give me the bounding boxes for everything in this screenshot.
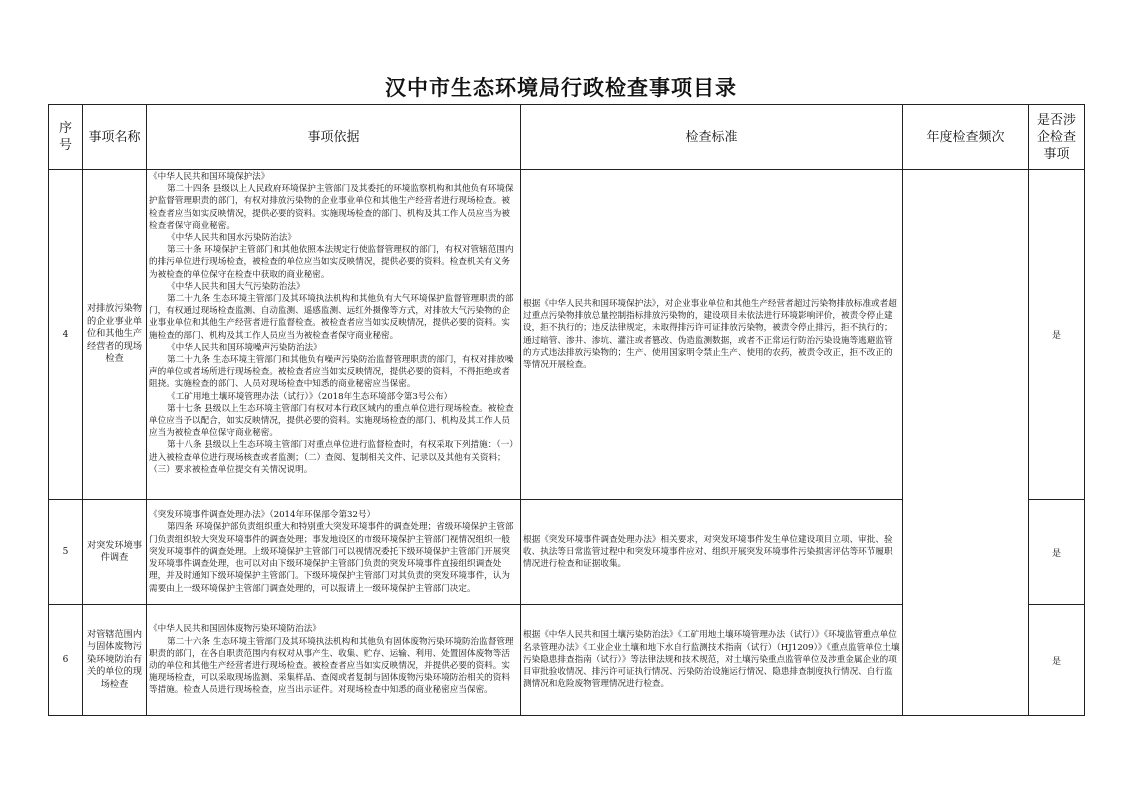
annual-frequency-cell	[903, 170, 1029, 716]
header-name: 事项名称	[83, 105, 147, 170]
enterprise-related-flag: 是	[1029, 500, 1085, 605]
legal-basis-paragraph: 《中华人民共和国环境噪声污染防治法》	[167, 342, 322, 353]
legal-basis-paragraph: 《中华人民共和国大气污染防治法》	[167, 281, 305, 292]
legal-basis-paragraph: 《中华人民共和国固体废物污染环境防治法》	[149, 624, 321, 635]
row-number: 6	[49, 605, 83, 716]
legal-basis-paragraph: 《突发环境事件调查处理办法》（2014年环保部令第32号）	[149, 510, 376, 521]
legal-basis-paragraph: 第二十四条 县级以上人民政府环境保护主管部门及其委托的环境监察机构和其他负有环境保护监督管理职责的部门，有权对排放污染物的企业事业单位和其他生产经营者进行现场检查。被检查者应当如实反映情况，提供必要的资料。实施现场检查的部门、机构及其工作人员应当为被检查者保守商业秘密。	[149, 184, 514, 231]
item-name: 对排放污染物的企业事业单位和其他生产经营者的现场检查	[83, 170, 147, 500]
item-name: 对突发环境事件调查	[83, 500, 147, 605]
legal-basis-text	[149, 171, 518, 476]
legal-basis-paragraph: 第二十九条 生态环境主管部门及其环境执法机构和其他负有大气环境保护监督管理职责的部门，有权通过现场检查监测、自动监测、遥感监测、远红外摄像等方式，对排放大气污染物的企业事业单位和其他生产经营者进行监督检查。被检查者应当如实反映情况，提供必要的资料。实施检查的部门、机构及其工作人员应当为被检查者保守商业秘密。	[149, 294, 514, 341]
legal-basis-paragraph: 《中华人民共和国水污染防治法》	[167, 233, 296, 244]
legal-basis-paragraph: 《工矿用地土壤环境管理办法（试行）》（2018年生态环境部令第3号公布）	[167, 391, 453, 402]
header-no: 序号	[49, 105, 83, 170]
legal-basis-paragraph: 第二十九条 生态环境主管部门和其他负有噪声污染防治监督管理职责的部门，有权对排放噪声的单位或者场所进行现场检查。被检查者应当如实反映情况，提供必要的资料，不得拒绝或者阻挠。实施检查的部门、人员对现场检查中知悉的商业秘密应当保密。	[149, 355, 514, 390]
legal-basis-paragraph: 第三十条 环境保护主管部门和其他依照本法规定行使监督管理权的部门，有权对管辖范围内的排污单位进行现场检查，被检查的单位应当如实反映情况，提供必要的资料。检查机关有义务为被检查的单位保守在检查中获取的商业秘密。	[149, 245, 514, 280]
enterprise-related-flag: 是	[1029, 605, 1085, 716]
row-number: 5	[49, 500, 83, 605]
header-standard: 检查标准	[521, 105, 903, 170]
legal-basis-paragraph: 第十八条 县级以上生态环境主管部门对重点单位进行监督检查时，有权采取下列措施：（一）进入被检查单位进行现场核查或者监测；（二）查阅、复制相关文件、记录以及其他有关资料；（三）要求被检查单位提交有关情况说明。	[149, 440, 518, 475]
legal-basis-text	[149, 623, 518, 696]
legal-basis-text	[149, 509, 518, 594]
inspection-standard: 根据《突发环境事件调查处理办法》相关要求，对突发环境事件发生单位建设项目立项、审批、验收、执法等日常监管过程中和突发环境事件应对、组织开展突发环境事件污染损害评估等环节履职情况进行检查和证据收集。	[521, 500, 903, 605]
row-number: 4	[49, 170, 83, 500]
inspection-catalog-table	[48, 104, 1085, 716]
item-legal-basis	[147, 605, 521, 716]
legal-basis-paragraph: 《中华人民共和国环境保护法》	[149, 172, 270, 182]
inspection-standard: 根据《中华人民共和国土壤污染防治法》《工矿用地土壤环境管理办法（试行）》《环境监管重点单位名录管理办法》《工业企业土壤和地下水自行监测技术指南（试行）（HJ1209）》《重点监管单位土壤污染隐患排查指南（试行）》等法律法规和技术规范，对土壤污染重点监管单位及涉重金属企业的项目审批验收情况、排污许可证执行情况、污染防治设施运行情况、隐患排查制度执行情况、自行监测情况和危险废物管理情况进行检查。	[521, 605, 903, 716]
legal-basis-paragraph: 第四条 环境保护部负责组织重大和特别重大突发环境事件的调查处理；省级环境保护主管部门负责组织较大突发环境事件的调查处理；事发地设区的市级环境保护主管部门视情况组织一般突发环境事件的调查处理。上级环境保护主管部门可以视情况委托下级环境保护主管部门开展突发环境事件调查处理，也可以对由下级环境保护主管部门负责的突发环境事件直接组织调查处理，并及时通知下级环境保护主管部门。下级环境保护主管部门对其负责的突发环境事件，认为需要由上一级环境保护主管部门调查处理的，可以报请上一级环境保护主管部门决定。	[149, 522, 514, 594]
legal-basis-paragraph: 第十七条 县级以上生态环境主管部门有权对本行政区域内的重点单位进行现场检查。被检查单位应当予以配合，如实反映情况，提供必要的资料。实施现场检查的部门、机构及其工作人员应当为被检查单位保守商业秘密。	[149, 403, 514, 439]
inspection-standard: 根据《中华人民共和国环境保护法》，对企业事业单位和其他生产经营者超过污染物排放标准或者超过重点污染物排放总量控制指标排放污染物的，建设项目未依法进行环境影响评价，被责令停止建设，拒不执行的；违反法律规定，未取得排污许可证排放污染物，被责令停止排污，拒不执行的；通过暗管、渗井、渗坑、灌注或者篡改、伪造监测数据，或者不正常运行防治污染设施等逃避监管的方式违法排放污染物的；生产、使用国家明令禁止生产、使用的农药，被责令改正，拒不改正的等情况开展检查。	[521, 170, 903, 500]
legal-basis-paragraph: 第二十六条 生态环境主管部门及其环境执法机构和其他负有固体废物污染环境防治监督管理职责的部门，在各自职责范围内有权对从事产生、收集、贮存、运输、利用、处置固体废物等活动的单位和其他生产经营者进行现场检查。被检查者应当如实反映情况，并提供必要的资料。实施现场检查，可以采取现场监测、采集样品、查阅或者复制与固体废物污染环境防治相关的资料等措施。检查人员进行现场检查，应当出示证件。对现场检查中知悉的商业秘密应当保密。	[149, 636, 514, 696]
header-frequency: 年度检查频次	[903, 105, 1029, 170]
header-basis: 事项依据	[147, 105, 521, 170]
header-row	[49, 105, 1085, 170]
item-name: 对管辖范围内与固体废物污染环境防治有关的单位的现场检查	[83, 605, 147, 716]
table-row	[49, 170, 1085, 500]
item-legal-basis	[147, 170, 521, 500]
page-title: 汉中市生态环境局行政检查事项目录	[385, 75, 737, 100]
item-legal-basis	[147, 500, 521, 605]
header-enterprise: 是否涉企检查事项	[1029, 105, 1085, 170]
enterprise-related-flag: 是	[1029, 170, 1085, 500]
